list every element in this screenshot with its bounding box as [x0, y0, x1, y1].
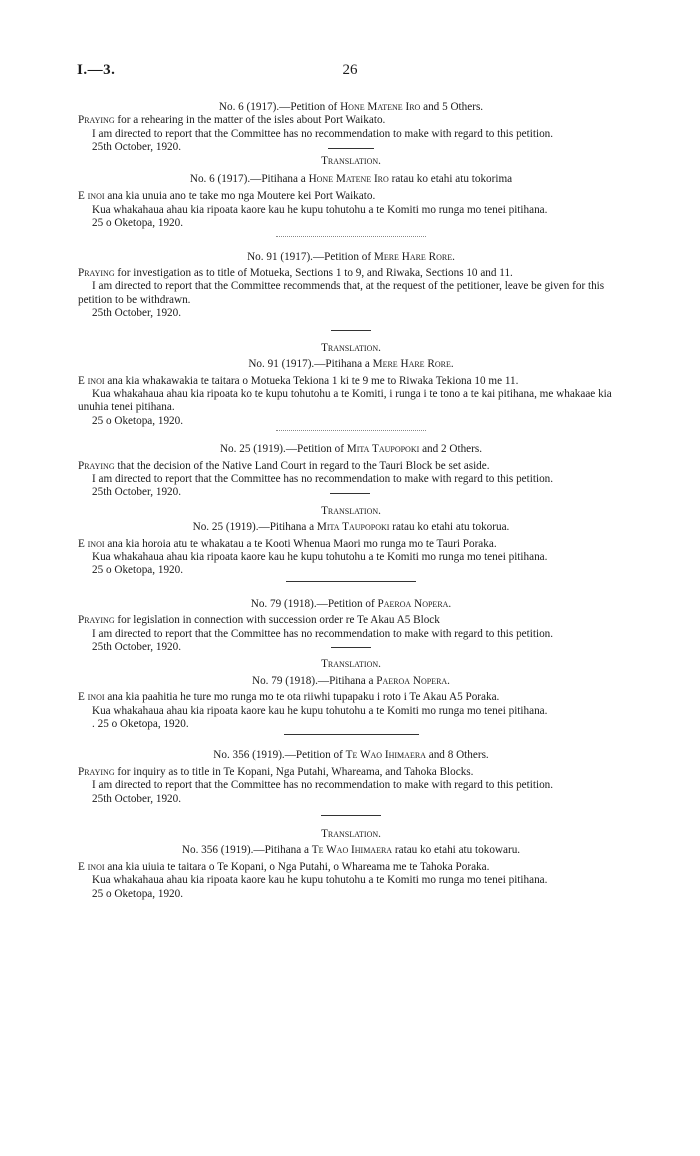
section-divider	[284, 734, 419, 735]
petition-prayer: E inoi ana kia uiuia te taitara o Te Kopani, o Nga Putahi, o Whareama me te Tahoka Poraka.	[78, 860, 490, 873]
petition-prayer: Praying for a rehearing in the matter of the isles about Port Waikato.	[78, 114, 386, 127]
report-date: 25th October, 1920.	[92, 792, 182, 805]
committee-report: Kua whakahaua ahau kia ripoata kaore kau he kupu tohutohu a te Komiti mo runga mo tenei pitihana.	[92, 704, 548, 717]
translation-label: Translation.	[321, 504, 381, 517]
committee-report: Kua whakahaua ahau kia ripoata kaore kau he kupu tohutohu a te Komiti mo runga mo tenei pitihana.	[92, 550, 548, 563]
report-date: 25 o Oketopa, 1920.	[92, 414, 184, 427]
petition-prayer: E inoi ana kia unuia ano te take mo nga Moutere kei Port Waikato.	[78, 190, 376, 203]
petition-title: No. 356 (1919).—Pitihana a Te Wao Ihimaera ratau ko etahi atu tokowaru.	[181, 844, 521, 857]
translation-label: Translation.	[321, 658, 381, 671]
petition-prayer: E inoi ana kia paahitia he ture mo runga mo te ota riiwhi tupapaku i roto i Te Akau A5 Poraka.	[78, 691, 500, 704]
petition-section	[78, 101, 624, 154]
series-reference: I.—3.	[77, 62, 116, 78]
report-date: 25 o Oketopa, 1920.	[92, 887, 184, 900]
report-date: . 25 o Oketopa, 1920.	[92, 718, 189, 731]
committee-report: I am directed to report that the Committee recommends that, at the request of the petitioner, leave be given for this petition to be withdrawn.	[78, 280, 605, 306]
committee-report: I am directed to report that the Committee has no recommendation to make with regard to this petition.	[92, 127, 554, 140]
section-divider	[276, 430, 426, 431]
petition-prayer: Praying that the decision of the Native Land Court in regard to the Tauri Block be set aside.	[78, 459, 490, 472]
committee-report: I am directed to report that the Committee has no recommendation to make with regard to this petition.	[92, 779, 554, 792]
petition-prayer: E inoi ana kia whakawakia te taitara o Motueka Tekiona 1 ki te 9 me to Riwaka Tekiona 10 me 11.	[78, 374, 519, 387]
petition-reports	[78, 101, 624, 901]
petition-section	[78, 749, 624, 816]
committee-report: I am directed to report that the Committee has no recommendation to make with regard to this petition.	[92, 627, 554, 640]
section-divider	[331, 647, 371, 648]
translation-section	[78, 658, 624, 735]
section-divider	[286, 581, 416, 582]
petition-title: No. 6 (1917).—Petition of Hone Matene Iro and 5 Others.	[218, 101, 484, 113]
petition-title: No. 356 (1919).—Petition of Te Wao Ihimaera and 8 Others.	[213, 749, 489, 762]
section-divider	[321, 815, 381, 816]
petition-section	[78, 443, 624, 499]
committee-report: I am directed to report that the Committee has no recommendation to make with regard to this petition.	[92, 472, 554, 485]
translation-label: Translation.	[321, 828, 381, 841]
section-divider	[331, 330, 371, 331]
committee-report: Kua whakahaua ahau kia ripoata kaore kau he kupu tohutohu a te Komiti mo runga mo tenei pitihana.	[92, 874, 548, 887]
petition-prayer: Praying for legislation in connection with succession order re Te Akau A5 Block	[78, 614, 440, 627]
committee-report: Kua whakahaua ahau kia ripoata ko te kupu tohutohu a te Komiti, i runga i te tono a te kai pitihana, me whakaae kia unuhia tenei pitihana.	[78, 387, 612, 414]
translation-section	[78, 342, 624, 431]
petition-title: No. 91 (1917).—Petition of Mere Hare Rore.	[247, 250, 455, 263]
section-divider	[330, 493, 370, 494]
report-date: 25 o Oketopa, 1920.	[92, 564, 184, 577]
section-divider	[328, 148, 374, 149]
petition-title: No. 79 (1918).—Petition of Paeroa Nopera.	[250, 597, 452, 610]
petition-title: No. 91 (1917).—Pitihana a Mere Hare Rore.	[248, 358, 454, 371]
petition-title: No. 25 (1919).—Pitihana a Mita Taupopoki ratau ko etahi atu tokorua.	[192, 521, 510, 534]
petition-prayer: Praying for inquiry as to title in Te Kopani, Nga Putahi, Whareama, and Tahoka Blocks.	[78, 765, 474, 778]
translation-section	[78, 505, 624, 582]
page-number: 26	[342, 62, 358, 78]
petition-title: No. 79 (1918).—Pitihana a Paeroa Nopera.	[252, 674, 450, 687]
translation-section	[78, 828, 624, 901]
report-date: 25th October, 1920.	[92, 486, 182, 499]
petition-section	[78, 597, 624, 653]
petition-title: No. 25 (1919).—Petition of Mita Taupopoki and 2 Others.	[219, 443, 483, 456]
committee-report: Kua whakahaua ahau kia ripoata kaore kau he kupu tohutohu a te Komiti mo runga mo tenei pitihana.	[92, 203, 548, 216]
petition-section	[78, 251, 624, 331]
petition-prayer: E inoi ana kia horoia atu te whakatau a te Kooti Whenua Maori mo runga mo te Tauri Poraka.	[78, 537, 497, 550]
translation-label: Translation.	[321, 154, 381, 167]
petition-title: No. 6 (1917).—Pitihana a Hone Matene Iro ratau ko etahi atu tokorima	[189, 173, 513, 186]
translation-section	[78, 155, 624, 237]
report-date: 25 o Oketopa, 1920.	[92, 217, 184, 230]
section-divider	[276, 236, 426, 237]
report-date: 25th October, 1920.	[92, 141, 182, 154]
report-date: 25th October, 1920.	[92, 307, 182, 320]
report-date: 25th October, 1920.	[92, 641, 182, 653]
translation-label: Translation.	[321, 341, 381, 354]
petition-prayer: Praying for investigation as to title of Motueka, Sections 1 to 9, and Riwaka, Sections 10 and 11.	[78, 267, 513, 280]
